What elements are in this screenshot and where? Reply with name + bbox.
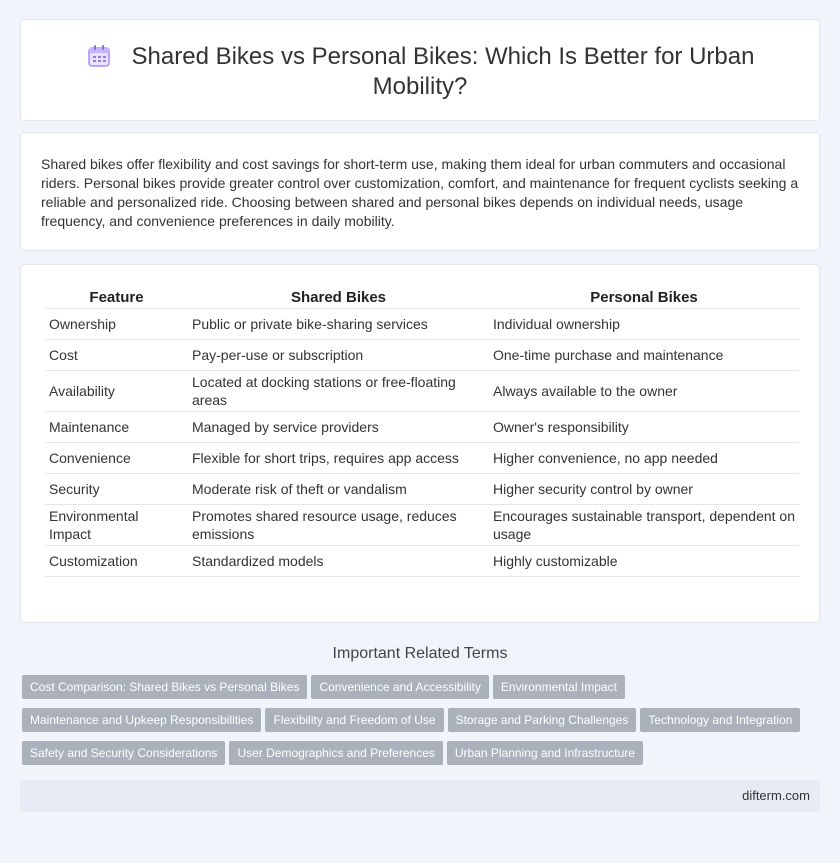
- table-row: [45, 546, 799, 577]
- table-cell: Always available to the owner: [489, 371, 799, 412]
- table-cell: Flexible for short trips, requires app access: [188, 443, 489, 474]
- table-row: [45, 443, 799, 474]
- table-cell: Ownership: [45, 309, 188, 340]
- table-cell: Environmental Impact: [45, 505, 188, 546]
- comparison-table-card: [20, 264, 820, 623]
- header-shared-bikes: Shared Bikes: [188, 289, 489, 309]
- table-cell: Pay-per-use or subscription: [188, 340, 489, 371]
- calendar-icon: [86, 43, 112, 69]
- footer: [20, 780, 820, 812]
- table-cell: Individual ownership: [489, 309, 799, 340]
- related-term-tag[interactable]: User Demographics and Preferences: [229, 741, 442, 765]
- related-term-tag[interactable]: Maintenance and Upkeep Responsibilities: [22, 708, 261, 732]
- table-cell: Customization: [45, 546, 188, 577]
- table-cell: Located at docking stations or free-floating areas: [188, 371, 489, 412]
- related-term-tag[interactable]: Safety and Security Considerations: [22, 741, 225, 765]
- table-row: [45, 474, 799, 505]
- table-cell: Managed by service providers: [188, 412, 489, 443]
- related-term-tag[interactable]: Cost Comparison: Shared Bikes vs Personal Bikes: [22, 675, 307, 699]
- table-row: [45, 371, 799, 412]
- table-cell: Security: [45, 474, 188, 505]
- intro-text: Shared bikes offer flexibility and cost savings for short-term use, making them ideal for urban commuters and occasional riders. Personal bikes provide greater control over customization, comfort, and maintenance for frequent cyclists seeking a reliable and personalized ride. Choosing between shared and personal bikes depends on individual needs, usage frequency, and convenience preferences in daily mobility.: [41, 156, 799, 229]
- table-cell: Higher convenience, no app needed: [489, 443, 799, 474]
- table-row: [45, 412, 799, 443]
- page-title-text: Shared Bikes vs Personal Bikes: Which Is Better for Urban Mobility?: [131, 43, 755, 100]
- related-term-tag[interactable]: Urban Planning and Infrastructure: [447, 741, 643, 765]
- related-term-tag[interactable]: Technology and Integration: [640, 708, 800, 732]
- related-term-tag[interactable]: Convenience and Accessibility: [311, 675, 488, 699]
- table-row: [45, 309, 799, 340]
- table-cell: Convenience: [45, 443, 188, 474]
- related-term-tag[interactable]: Flexibility and Freedom of Use: [265, 708, 443, 732]
- table-cell: Public or private bike-sharing services: [188, 309, 489, 340]
- page-title: [61, 42, 779, 102]
- table-cell: Higher security control by owner: [489, 474, 799, 505]
- header-card: [20, 19, 820, 121]
- table-cell: Moderate risk of theft or vandalism: [188, 474, 489, 505]
- table-cell: Standardized models: [188, 546, 489, 577]
- table-cell: Maintenance: [45, 412, 188, 443]
- intro-card: [20, 132, 820, 251]
- related-terms-title: Important Related Terms: [332, 645, 508, 662]
- table-cell: Owner's responsibility: [489, 412, 799, 443]
- related-term-tag[interactable]: Storage and Parking Challenges: [448, 708, 637, 732]
- header-personal-bikes: Personal Bikes: [489, 289, 799, 309]
- footer-site-link[interactable]: difterm.com: [742, 788, 810, 803]
- header-feature: Feature: [45, 289, 188, 309]
- table-header-row: [45, 289, 799, 309]
- table-cell: Highly customizable: [489, 546, 799, 577]
- table-row: [45, 340, 799, 371]
- table-cell: One-time purchase and maintenance: [489, 340, 799, 371]
- related-terms-tags: [22, 675, 818, 774]
- table-row: [45, 505, 799, 546]
- table-cell: Encourages sustainable transport, dependent on usage: [489, 505, 799, 546]
- related-term-tag[interactable]: Environmental Impact: [493, 675, 625, 699]
- comparison-table: [45, 289, 799, 577]
- table-cell: Availability: [45, 371, 188, 412]
- table-cell: Promotes shared resource usage, reduces emissions: [188, 505, 489, 546]
- table-cell: Cost: [45, 340, 188, 371]
